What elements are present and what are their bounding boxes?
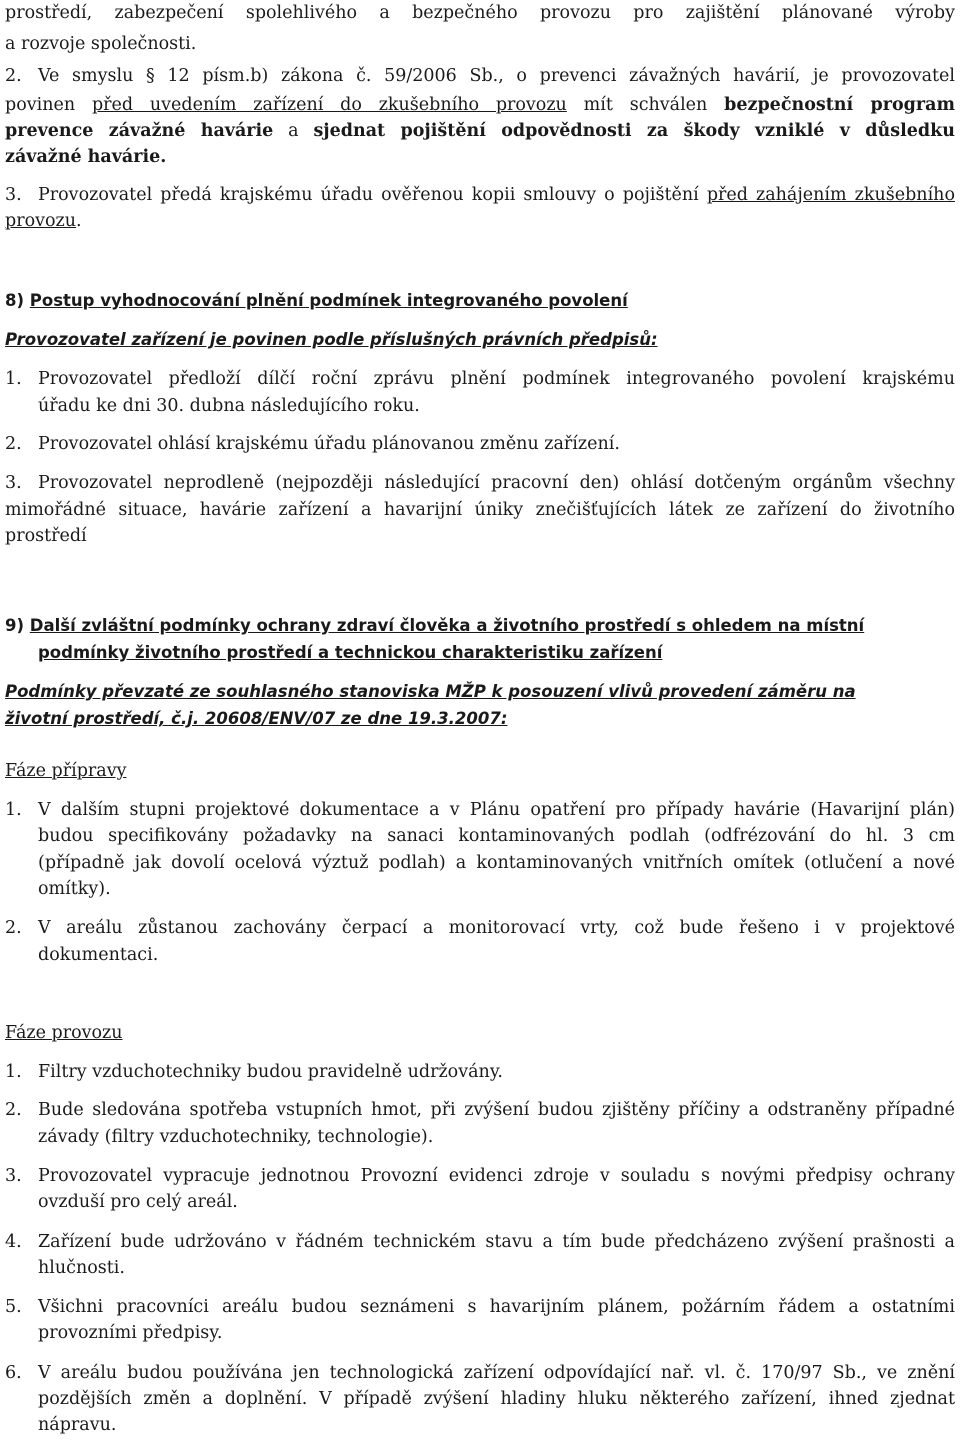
- section-9-subtitle: Podmínky převzaté ze souhlasného stanoviska MŽP k posouzení vlivů provedení záměru na: [5, 682, 856, 701]
- section-9-heading-line-2: podmínky životního prostředí a technickou charakteristiku zařízení: [38, 643, 663, 662]
- underlined-text: provozu: [5, 211, 77, 231]
- list-item-text: mimořádné situace, havárie zařízení a havarijní úniky znečišťujících látek ze zařízení do životního: [5, 500, 955, 520]
- bold-text: bezpečnostní program: [724, 95, 955, 115]
- list-item-text: dokumentaci.: [38, 945, 159, 965]
- list-item-text: omítky).: [38, 879, 111, 899]
- list-item-text: Provozovatel předloží dílčí roční zprávu plnění podmínek integrovaného povolení krajskému: [38, 369, 955, 389]
- intro-item-number: 2.: [5, 66, 22, 86]
- underlined-text: před uvedením zařízení do zkušebního provozu: [91, 95, 567, 115]
- list-item-text: závady (filtry vzduchotechniky, technologie).: [38, 1127, 434, 1147]
- phase-heading-preparation: Fáze přípravy: [5, 761, 127, 781]
- list-item-text: (případně jak dovolí ocelová výztuž podlah) a kontaminovaných vnitřních omítek (otlučení a nové: [38, 853, 955, 873]
- list-item-text: Provozovatel ohlásí krajskému úřadu plánovanou změnu zařízení.: [38, 434, 620, 454]
- intro-paragraph-2-line-4: závažné havárie.: [5, 147, 167, 167]
- text-span: .: [76, 211, 82, 231]
- section-8-subtitle: Provozovatel zařízení je povinen podle příslušných právních předpisů:: [5, 330, 658, 349]
- section-9-heading: [5, 613, 955, 639]
- phase-heading-operation: Fáze provozu: [5, 1023, 123, 1043]
- list-item-text: budou specifikovány požadavky na sanaci kontaminovaných podlah (odfrézování do hl. 3 cm: [38, 826, 955, 846]
- list-item-text: Provozovatel neprodleně (nejpozději následující pracovní den) ohlásí dotčeným orgánům všechny: [38, 473, 955, 493]
- list-item-text: nápravu.: [38, 1415, 117, 1435]
- list-item-text: ovzduší pro celý areál.: [38, 1192, 238, 1212]
- list-item-text: Zařízení bude udržováno v řádném technickém stavu a tím bude předcházeno zvýšení prašnosti a: [38, 1232, 955, 1252]
- text-span: a: [288, 121, 299, 141]
- section-title: Postup vyhodnocování plnění podmínek integrovaného povolení: [29, 291, 628, 310]
- text-span: povinen: [5, 95, 76, 115]
- list-item-text: prostředí: [5, 526, 87, 546]
- list-item-number: 1.: [5, 800, 22, 820]
- intro-paragraph-3-line-1: [38, 182, 955, 208]
- list-item-text: V areálu zůstanou zachovány čerpací a monitorovací vrty, což bude řešeno i v projektové: [38, 918, 955, 938]
- list-item-text: provozními předpisy.: [38, 1323, 223, 1343]
- section-9-subtitle-line-2: životní prostředí, č.j. 20608/ENV/07 ze dne 19.3.2007:: [5, 709, 508, 728]
- list-item-text: pozdějších změn a doplnění. V případě zvýšení hladiny hluku některého zařízení, ihned zjednat: [38, 1389, 955, 1409]
- list-item-text: úřadu ke dni 30. dubna následujícího roku.: [38, 396, 420, 416]
- list-item-number: 5.: [5, 1297, 22, 1317]
- intro-paragraph-2-line-2: [5, 92, 955, 118]
- list-item-text: Filtry vzduchotechniky budou pravidelně udržovány.: [38, 1062, 503, 1082]
- list-item-text: Provozovatel vypracuje jednotnou Provozní evidenci zdroje v souladu s novými předpisy ochrany: [38, 1166, 955, 1186]
- intro-line-2: a rozvoje společnosti.: [5, 34, 197, 54]
- list-item-number: 6.: [5, 1363, 22, 1383]
- underlined-text: před zahájením zkušebního: [706, 185, 955, 205]
- bold-text: sjednat pojištění odpovědnosti za škody vzniklé v důsledku: [313, 121, 955, 141]
- text-span: Provozovatel předá krajskému úřadu ověřenou kopii smlouvy o pojištění: [38, 185, 699, 205]
- section-8-heading: [5, 288, 955, 314]
- text-span: mít schválen: [583, 95, 708, 115]
- intro-paragraph-2-line-1: Ve smyslu § 12 písm.b) zákona č. 59/2006 Sb., o prevenci závažných havárií, je provozovatel: [38, 66, 955, 86]
- intro-paragraph-2-line-3: [5, 118, 955, 144]
- list-item-number: 1.: [5, 369, 22, 389]
- list-item-number: 2.: [5, 434, 22, 454]
- list-item-number: 1.: [5, 1062, 22, 1082]
- list-item-number: 2.: [5, 918, 22, 938]
- intro-item-number: 3.: [5, 185, 22, 205]
- list-item-number: 3.: [5, 473, 22, 493]
- list-item-text: Všichni pracovníci areálu budou seznámeni s havarijním plánem, požárním řádem a ostatními: [38, 1297, 955, 1317]
- list-item-number: 2.: [5, 1100, 22, 1120]
- list-item-text: hlučnosti.: [38, 1258, 125, 1278]
- list-item-number: 3.: [5, 1166, 22, 1186]
- intro-paragraph-3-line-2: [5, 208, 955, 234]
- section-number: 9): [5, 616, 25, 635]
- list-item-text: V areálu budou používána jen technologická zařízení odpovídající nař. vl. č. 170/97 Sb., ve znění: [38, 1363, 955, 1383]
- section-number: 8): [5, 291, 25, 310]
- list-item-text: Bude sledována spotřeba vstupních hmot, při zvýšení budou zjištěny příčiny a odstraněny případné: [38, 1100, 955, 1120]
- list-item-text: V dalším stupni projektové dokumentace a v Plánu opatření pro případy havárie (Havarijní plán): [38, 800, 955, 820]
- section-title: Další zvláštní podmínky ochrany zdraví člověka a životního prostředí s ohledem na místní: [29, 616, 865, 635]
- list-item-number: 4.: [5, 1232, 22, 1252]
- bold-text: prevence závažné havárie: [5, 121, 274, 141]
- intro-line-1: prostředí, zabezpečení spolehlivého a bezpečného provozu pro zajištění plánované výroby: [5, 3, 955, 23]
